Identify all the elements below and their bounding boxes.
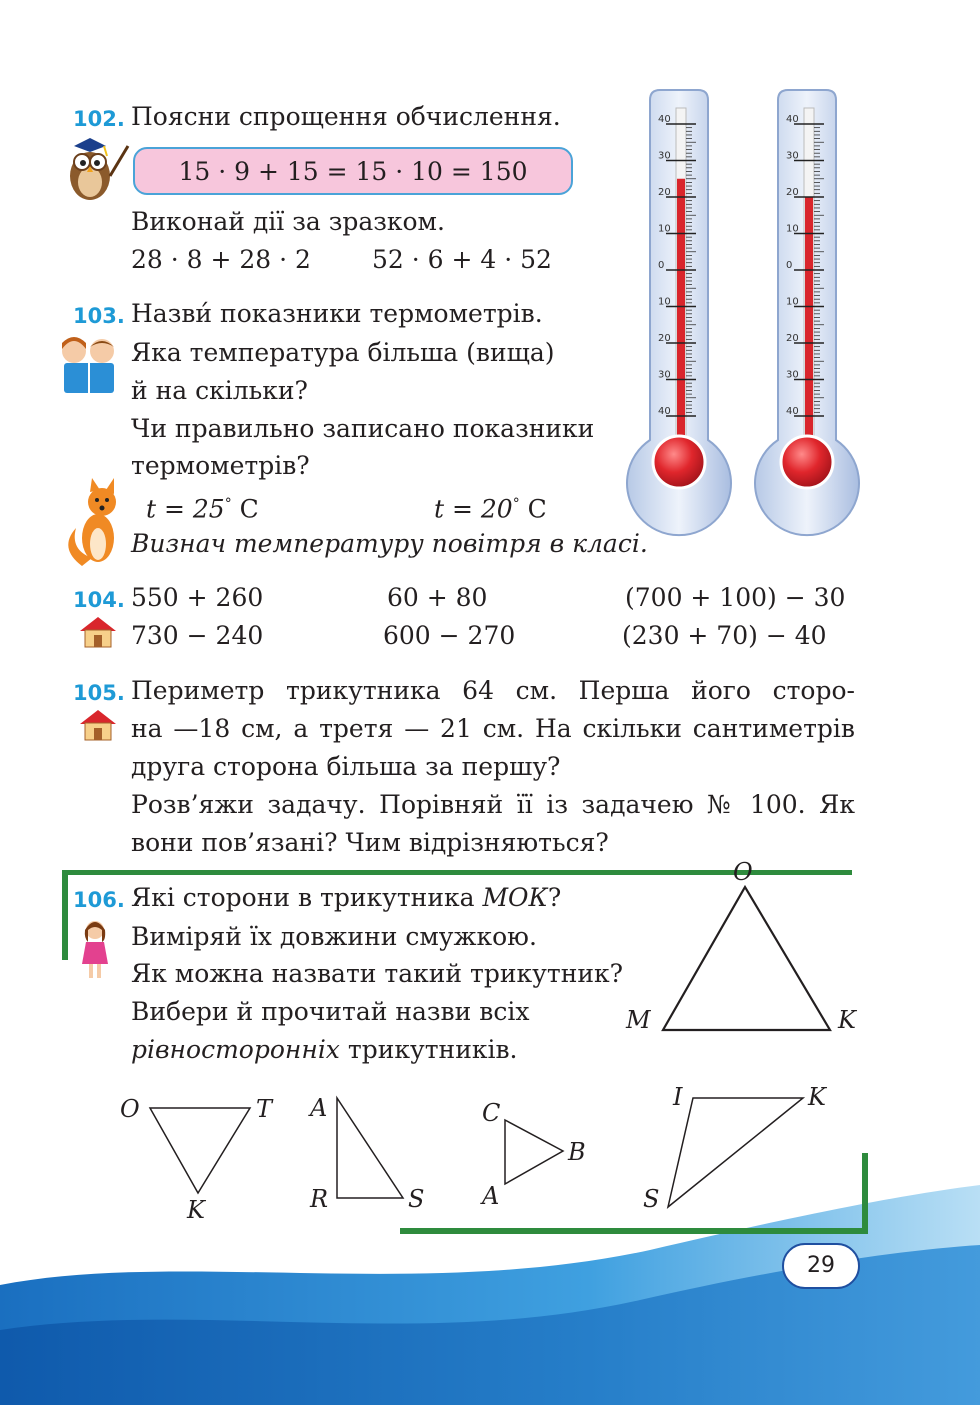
- exercise-102-title: Поясни спрощення обчислення.: [131, 102, 561, 131]
- exercise-number-102: 102.: [73, 107, 125, 131]
- exercise-104-r1c3: (700 + 100) − 30: [625, 583, 846, 612]
- exercise-104-r2c2: 600 − 270: [383, 621, 516, 650]
- thermometer-tick-label: 30: [658, 369, 671, 381]
- vertex-label-k: K: [808, 1083, 826, 1111]
- example-formula-box: 15 · 9 + 15 = 15 · 10 = 150: [133, 147, 573, 195]
- thermometer-tick-label: 20: [658, 187, 671, 198]
- thermometer-tick-label: 20: [786, 333, 799, 344]
- thermometer-tick-label: 10: [658, 296, 671, 308]
- exercise-105-line-2: на —18 см, а третя — 21 см. На скільки сантиметрів: [131, 714, 855, 743]
- thermometer-tick-label: 30: [658, 150, 671, 162]
- vertex-label-c: C: [482, 1099, 501, 1127]
- vertex-label-o: O: [733, 858, 753, 886]
- exercise-104-r2c3: (230 + 70) − 40: [622, 621, 827, 650]
- vertex-label-s: S: [643, 1185, 660, 1213]
- thermometer-tick-label: 40: [658, 114, 671, 125]
- temperature-record-2: t = 20° С: [434, 494, 547, 524]
- thermometer-tick-label: 20: [658, 333, 671, 344]
- exercise-103-line-5: термометрів?: [131, 451, 310, 480]
- exercise-102-expr-2: 52 · 6 + 4 · 52: [372, 245, 552, 274]
- exercise-103-task: Визнач температуру повітря в класі.: [131, 529, 648, 558]
- vertex-label-a: A: [482, 1182, 500, 1210]
- exercise-102-instruction: Виконай дії за зразком.: [131, 207, 445, 236]
- exercise-105-line-1: Периметр трикутника 64 см. Перша його сторо-: [131, 676, 855, 705]
- vertex-label-o: O: [120, 1095, 140, 1123]
- exercise-106-line-3: Як можна назвати такий трикутник?: [131, 959, 624, 988]
- vertex-label-s: S: [408, 1185, 425, 1213]
- exercise-105-line-4: Розв’яжи задачу. Порівняй її із задачею № 100. Як: [131, 790, 855, 819]
- thermometer-tick-label: 40: [786, 406, 799, 417]
- exercise-104-r1c1: 550 + 260: [131, 583, 264, 612]
- vertex-label-k: K: [838, 1006, 856, 1034]
- exercise-104-r2c1: 730 − 240: [131, 621, 264, 650]
- vertex-label-i: I: [673, 1083, 683, 1111]
- vertex-label-a: A: [310, 1094, 328, 1122]
- exercise-103-line-2: Яка температура більша (вища): [131, 338, 555, 367]
- exercise-106-line-2: Виміряй їх довжини смужкою.: [131, 922, 537, 951]
- thermometer-tick-label: 10: [786, 296, 799, 308]
- thermometer-tick-label: 20: [786, 187, 799, 198]
- thermometer-tick-label: 10: [658, 223, 671, 235]
- exercise-number-104: 104.: [73, 588, 125, 612]
- exercise-number-106: 106.: [73, 888, 125, 912]
- vertex-label-t: T: [256, 1095, 273, 1123]
- thermometer-tick-label: 30: [786, 150, 799, 162]
- thermometer-tick-label: 40: [786, 114, 799, 125]
- exercise-103-line-1: Назви́ показники термометрів.: [131, 299, 543, 328]
- exercise-105-line-3: друга сторона більша за першу?: [131, 752, 561, 781]
- thermometer-tick-label: 10: [786, 223, 799, 235]
- thermometer-tick-label: 40: [658, 406, 671, 417]
- vertex-label-r: R: [310, 1185, 329, 1213]
- exercise-102-expr-1: 28 · 8 + 28 · 2: [131, 245, 311, 274]
- temperature-record-1: t = 25° С: [146, 494, 259, 524]
- exercise-106-line-1: Які сторони в трикутника МОК?: [131, 883, 562, 912]
- exercise-104-r1c2: 60 + 80: [387, 583, 488, 612]
- exercise-105-line-5: вони пов’язані? Чим відрізняються?: [131, 828, 609, 857]
- thermometer-tick-label: 0: [658, 260, 665, 271]
- exercise-106-line-4: Вибери й прочитай назви всіх: [131, 997, 530, 1026]
- thermometer-tick-label: 0: [786, 260, 793, 271]
- exercise-number-103: 103.: [73, 304, 125, 328]
- thermometer-tick-label: 30: [786, 369, 799, 381]
- exercise-106-line-5: рівносторонніх трикутників.: [131, 1035, 518, 1064]
- exercise-103-line-4: Чи правильно записано показники: [131, 414, 595, 443]
- vertex-label-b: B: [568, 1138, 586, 1166]
- vertex-label-k: K: [187, 1196, 205, 1224]
- exercise-103-line-3: й на скільки?: [131, 376, 308, 405]
- exercise-number-105: 105.: [73, 681, 125, 705]
- page-number: 29: [782, 1243, 860, 1289]
- vertex-label-m: M: [626, 1006, 651, 1034]
